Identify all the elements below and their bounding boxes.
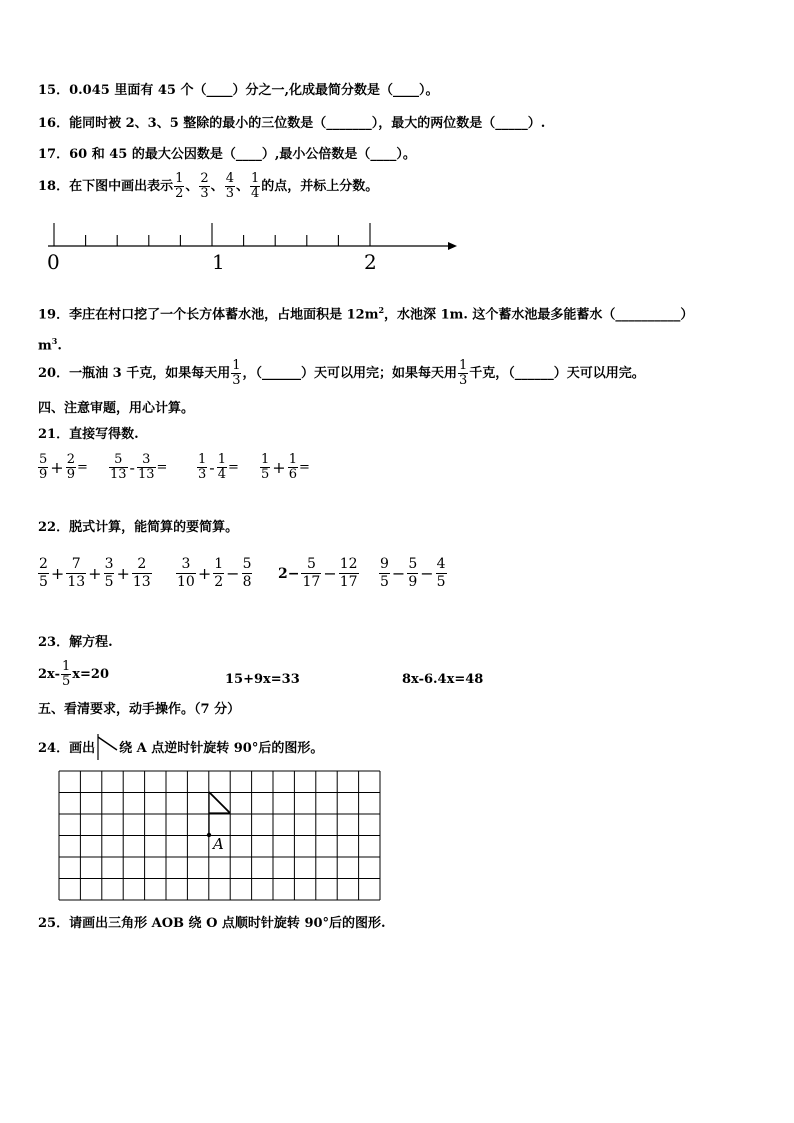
q21-item-1: $\frac{5}{9}$ + $\frac{2}{9}$ = <box>39 452 88 482</box>
rotate-figure-icon <box>95 734 119 760</box>
q18-frac-4: $\frac{1}{4}$ <box>250 171 260 201</box>
q23-equation-2: 15+9x=33 <box>225 672 300 687</box>
q18-suffix: 的点，并标上分数。 <box>261 179 379 194</box>
q22-expr-2: $\frac{3}{10}$ + $\frac{1}{2}$ − $\frac{5}{8}$ <box>177 556 252 590</box>
q18-frac-3: $\frac{4}{3}$ <box>225 171 234 201</box>
point-A-label: A <box>213 835 224 853</box>
section-4-heading: 四、注意审题，用心计算。 <box>38 401 195 416</box>
q18-frac-2: $\frac{2}{3}$ <box>200 171 209 201</box>
question-18: 18．在下图中画出表示 $\frac{1}{2}$ 、 $\frac{2}{3}$ 、 $\frac{4}{3}$ 、 $\frac{1}{4}$ 的点，并标上分数。 <box>38 171 379 201</box>
axis-label-0: 0 <box>47 250 60 274</box>
q22-expr-4: $\frac{9}{5}$ − $\frac{5}{9}$ − $\frac{4}{5}$ <box>380 556 446 590</box>
grid-figure <box>58 770 384 902</box>
question-16: 16．能同时被 2、3、5 整除的最小的三位数是（_______），最大的两位数是（_____）. <box>38 116 546 131</box>
q21-item-2: $\frac{5}{13}$ - $\frac{3}{13}$ = <box>110 452 168 482</box>
question-25: 25．请画出三角形 AOB 绕 O 点顺时针旋转 90°后的图形. <box>38 916 386 931</box>
q23-equation-1: 2x- $\frac{1}{5}$ x=20 <box>38 659 109 689</box>
question-24: 24．画出 绕 A 点逆时针旋转 90°后的图形。 <box>38 734 323 760</box>
question-21-title: 21．直接写得数. <box>38 427 139 442</box>
q18-prefix: 18．在下图中画出表示 <box>38 179 174 194</box>
number-line <box>0 215 794 275</box>
section-5-heading: 五、看清要求，动手操作。（7 分） <box>38 702 241 717</box>
q22-expr-1: $\frac{2}{5}$ + $\frac{7}{13}$ + $\frac{3}{5}$ + $\frac{2}{13}$ <box>39 556 151 590</box>
q22-expr-3: 2− $\frac{5}{17}$ − $\frac{12}{17}$ <box>278 556 358 590</box>
question-15: 15．0.045 里面有 45 个（____）分之一,化成最简分数是（____）。 <box>38 83 439 98</box>
q23-equation-3: 8x-6.4x=48 <box>402 672 484 687</box>
q21-item-4: $\frac{1}{5}$ + $\frac{1}{6}$ = <box>261 452 310 482</box>
axis-label-2: 2 <box>364 250 377 274</box>
q18-frac-1: $\frac{1}{2}$ <box>175 171 184 201</box>
question-20: 20．一瓶油 3 千克，如果每天用 $\frac{1}{3}$ ，（______）天可以用完；如果每天用 $\frac{1}{3}$ 千克，（______）天可以用完。 <box>38 358 645 388</box>
q21-item-3: $\frac{1}{3}$ - $\frac{1}{4}$ = <box>198 452 239 482</box>
axis-label-1: 1 <box>212 250 225 274</box>
question-19: 19．李庄在村口挖了一个长方体蓄水池，占地面积是 $12m^2$，水池深 1m. 这个蓄水池最多能蓄水（__________） <box>38 305 694 323</box>
question-17: 17．60 和 45 的最大公因数是（____）,最小公倍数是（____）。 <box>38 147 416 162</box>
question-23-title: 23．解方程. <box>38 635 113 650</box>
question-19-unit: $m^3$. <box>38 336 62 354</box>
question-22-title: 22．脱式计算，能简算的要简算。 <box>38 520 239 535</box>
